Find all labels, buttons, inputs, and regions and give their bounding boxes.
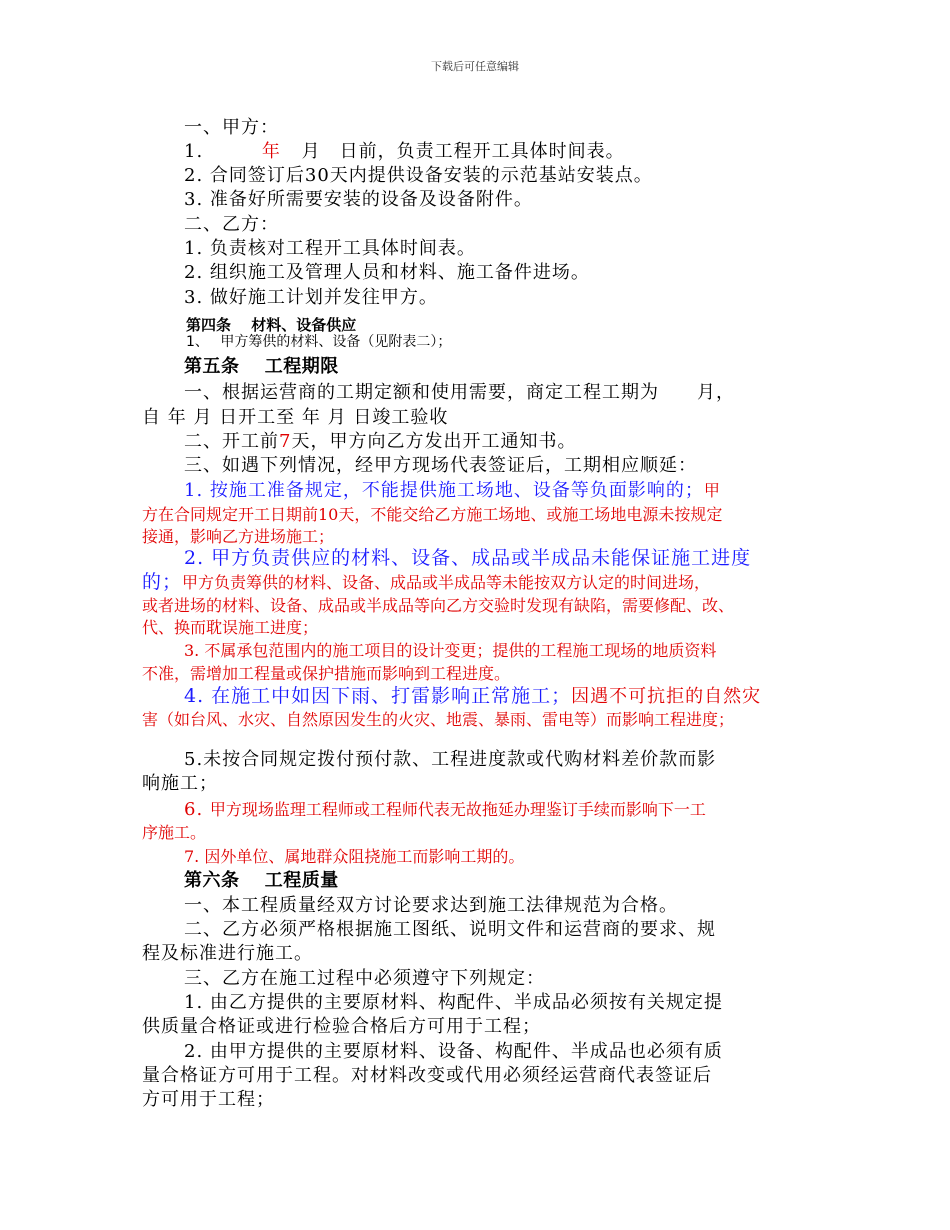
clause-6-detail-cont: 序施工。 — [142, 823, 207, 842]
article-6-sub-1-cont: 供质量合格证或进行检验合格后方可用于工程； — [142, 1016, 541, 1037]
clause-6-detail: 甲方现场监理工程师或工程师代表无故拖延办理鉴订手续而影响下一工 — [209, 800, 706, 819]
article-6-sub-1: 1. 由乙方提供的主要原材料、构配件、半成品必须按有关规定提 — [184, 992, 723, 1013]
clause-2-detail-end: 代、换而耽误施工进度； — [142, 618, 319, 637]
article-5-para-1: 一、根据运营商的工期定额和使用需要，商定工程工期为 月， — [184, 382, 735, 403]
clause-6-number: 6. — [184, 799, 204, 820]
party-a-item-2: 2. 合同签订后30天内提供设备安装的示范基站安装点。 — [184, 165, 653, 186]
party-b-item-1: 1. 负责核对工程开工具体时间表。 — [184, 238, 476, 259]
clause-1 — [184, 479, 720, 503]
clause-5: 5.未按合同规定拨付预付款、工程进度款或代购材料差价款而影 — [184, 749, 717, 770]
article-6-para-2: 二、乙方必须严格根据施工图纸、说明文件和运营商的要求、规 — [184, 919, 716, 940]
article-6-sub-2: 2. 由甲方提供的主要原材料、设备、构配件、半成品也必须有质 — [184, 1041, 723, 1062]
clause-2-detail: 甲方负责筹供的材料、设备、成品或半成品等未能按双方认定的时间进场， — [182, 573, 711, 592]
party-a-item-3: 3. 准备好所需要安装的设备及设备附件。 — [184, 189, 533, 210]
article-6-sub-2-end: 方可用于工程； — [142, 1089, 275, 1110]
article-5-title: 第五条 工程期限 — [184, 356, 339, 377]
party-a-heading: 一、甲方： — [184, 117, 279, 138]
clause-2-title: 2. 甲方负责供应的材料、设备、成品或半成品未能保证施工进度 — [184, 547, 752, 569]
article-6-para-2-cont: 程及标准进行施工。 — [142, 943, 313, 964]
clause-1-detail-cont: 方在合同规定开工日期前10天，不能交给乙方施工场地、或施工场地电源未按规定 — [142, 505, 723, 524]
para-text: 天，甲方向乙方发出开工通知书。 — [291, 431, 577, 452]
clause-2-title-end: 的； — [142, 571, 183, 593]
clause-5-cont: 响施工； — [142, 773, 218, 794]
clause-4-detail: 因遇不可抗拒的自然灾 — [571, 686, 762, 707]
article-5-para-3: 三、如遇下列情况，经甲方现场代表签证后，工期相应顺延： — [184, 455, 697, 476]
party-b-heading: 二、乙方： — [184, 214, 279, 235]
clause-1-detail-end: 接通，影响乙方进场施工； — [142, 527, 335, 546]
clause-3: 3. 不属承包范围内的施工项目的设计变更；提供的工程施工现场的地质资料 — [184, 641, 717, 660]
party-a-item-1 — [184, 140, 625, 164]
clause-4 — [184, 684, 761, 709]
clause-6 — [184, 798, 706, 822]
clause-3-cont: 不准，需增加工程量或保护措施而影响到工程进度。 — [142, 664, 511, 683]
article-4-title: 第四条 材料、设备供应 — [186, 316, 357, 334]
article-6-sub-2-cont: 量合格证方可用于工程。对材料改变或代用必须经运营商代表签证后 — [142, 1065, 712, 1086]
item-number: 1. — [184, 141, 204, 162]
clause-2-detail-cont: 或者进场的材料、设备、成品或半成品等向乙方交验时发现有缺陷，需要修配、改、 — [142, 596, 735, 615]
article-6-para-3: 三、乙方在施工过程中必须遵守下列规定： — [184, 968, 545, 989]
party-b-item-3: 3. 做好施工计划并发往甲方。 — [184, 287, 438, 308]
article-4-item-1: 1、 甲方筹供的材料、设备（见附表二）； — [186, 334, 452, 350]
clause-4-title: 4. 在施工中如因下雨、打雷影响正常施工； — [184, 685, 572, 707]
clause-4-detail-cont: 害（如台风、水灾、自然原因发生的火灾、地震、暴雨、雷电等）而影响工程进度； — [142, 710, 735, 729]
article-5-para-2 — [184, 430, 576, 454]
clause-2-line-2 — [142, 570, 710, 595]
article-5-para-1-cont: 自 年 月 日开工至 年 月 日竣工验收 — [142, 407, 449, 428]
clause-7: 7. 因外单位、属地群众阻挠施工而影响工期的。 — [184, 847, 525, 866]
clause-1-detail: 甲 — [703, 481, 720, 500]
clause-1-title: 1. 按施工准备规定，不能提供施工场地、设备等负面影响的； — [184, 480, 704, 501]
para-text: 二、开工前 — [184, 431, 279, 452]
year-placeholder: 年 — [261, 141, 281, 162]
article-6-para-1: 一、本工程质量经双方讨论要求达到施工法律规范为合格。 — [184, 895, 678, 916]
party-b-item-2: 2. 组织施工及管理人员和材料、施工备件进场。 — [184, 262, 590, 283]
header-note: 下载后可任意编辑 — [431, 60, 519, 73]
item-text: 月 日前，负责工程开工具体时间表。 — [301, 141, 625, 162]
days-number: 7 — [279, 431, 292, 452]
article-6-title: 第六条 工程质量 — [184, 870, 339, 891]
